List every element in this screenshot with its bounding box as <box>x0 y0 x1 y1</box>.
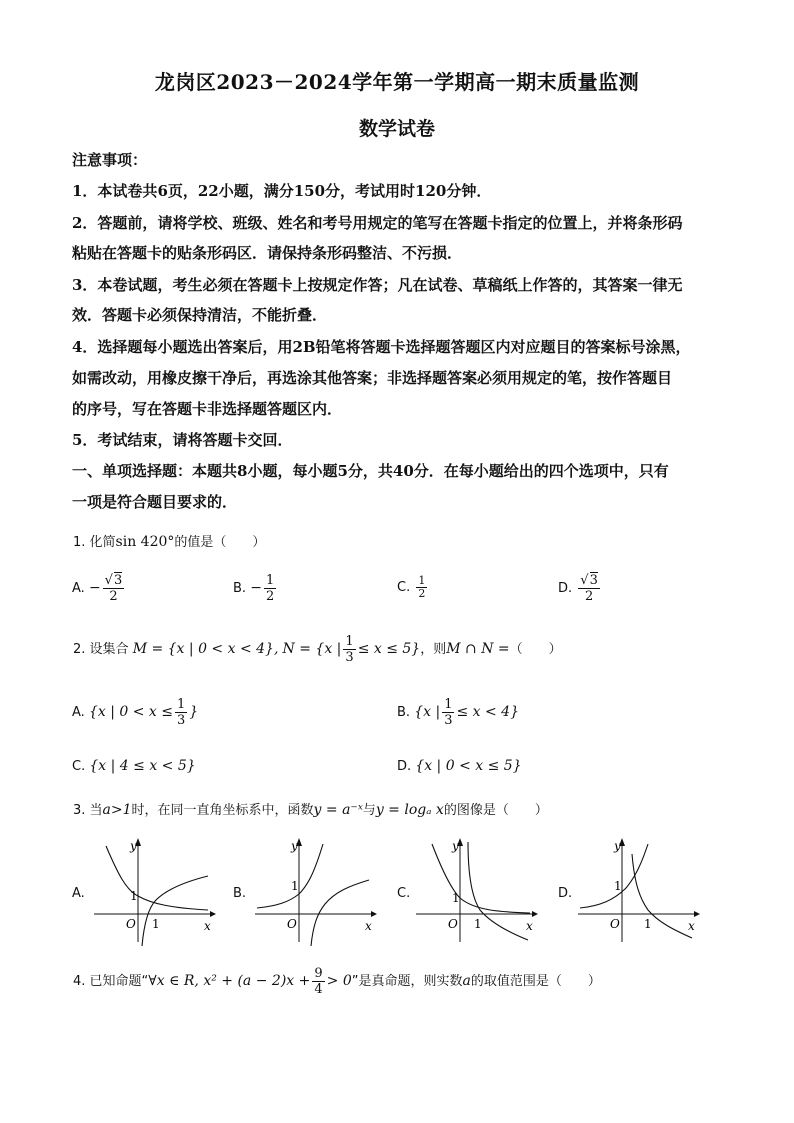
question-4 <box>73 966 601 997</box>
option-label: B. <box>233 581 247 596</box>
graph-label-d[interactable]: D. <box>558 886 573 901</box>
note-line: 5．考试结束，请将答题卡交回． <box>72 431 293 449</box>
fraction: $\frac{√3}{2}$ <box>104 573 123 604</box>
axis-x-label: x <box>688 919 695 933</box>
origin-label: O <box>287 917 297 931</box>
fraction: $\frac{1}{2}$ <box>265 573 275 604</box>
graph-option-c[interactable] <box>414 834 542 946</box>
note-line: 2．答题前，请将学校、班级、姓名和考号用规定的笔写在答题卡指定的位置上，并将条形码 <box>72 214 683 232</box>
graph-label-b[interactable]: B. <box>233 886 247 901</box>
notes-heading: 注意事项： <box>72 151 148 169</box>
question-1 <box>73 533 265 552</box>
option-label: A. <box>72 705 85 720</box>
tick-one-x: 1 <box>474 917 482 931</box>
tick-one-y: 1 <box>614 879 622 893</box>
fraction: $\frac{1}{3}$ <box>176 697 186 728</box>
q2-expr: M ∩ N = <box>446 641 510 657</box>
tick-one-y: 1 <box>130 889 138 903</box>
note-line: 粘贴在答题卡的贴条形码区．请保持条形码整洁、不污损． <box>72 244 463 262</box>
option-label: C. <box>397 580 411 595</box>
note-line: 4．选择题每小题选出答案后，用2B铅笔将答题卡选择题答题区内对应题目的答案标号涂黑， <box>72 338 691 356</box>
set-expr: {x | 4 ≤ x < 5} <box>89 758 196 774</box>
graph-option-d[interactable] <box>576 834 704 946</box>
note-line: 效．答题卡必须保持清洁，不能折叠． <box>72 306 328 324</box>
q3-mid: 时，在同一直角坐标系中，函数 <box>131 803 314 818</box>
q3-function-2: y = logₐ x <box>375 802 444 818</box>
q3-prefix: 3. 当 <box>73 803 103 818</box>
axis-y-label: y <box>614 839 621 853</box>
section-heading-cont: 一项是符合题目要求的． <box>72 493 238 511</box>
q2-set-m: M = {x | 0 < x < 4}, <box>132 641 279 657</box>
tick-one-y: 1 <box>452 891 460 905</box>
option-label: D. <box>558 581 573 596</box>
question-3 <box>73 801 548 820</box>
note-line: 如需改动，用橡皮擦干净后，再选涂其他答案；非选择题答案必须用规定的笔，按作答题目 <box>72 369 673 387</box>
axis-y-label: y <box>291 839 298 853</box>
origin-label: O <box>126 917 136 931</box>
q3-function-1: y = a⁻ˣ <box>313 802 363 818</box>
q4-mid: ”是真命题，则实数 <box>351 974 463 989</box>
fraction: $\frac{1}{2}$ <box>418 574 426 600</box>
option-label: C. <box>72 759 86 774</box>
graph-label-c[interactable]: C. <box>397 886 411 901</box>
q1-prefix: 1. 化简 <box>73 535 116 550</box>
exam-title: 龙岗区2023－2024学年第一学期高一期末质量监测 <box>154 70 640 94</box>
q4-prefix: 4. 已知命题“ <box>73 974 149 989</box>
note-line: 1．本试卷共6页，22小题，满分150分，考试用时120分钟． <box>72 182 492 200</box>
set-left: {x | 0 < x ≤ <box>88 704 173 720</box>
q1-suffix: 的值是（ ） <box>174 535 266 550</box>
axis-y-label: y <box>130 839 137 853</box>
set-right: ≤ x < 4} <box>456 704 519 720</box>
graph-option-a[interactable] <box>92 834 220 946</box>
q2-mid: ，则 <box>420 642 447 657</box>
q1-option-d[interactable] <box>558 573 602 604</box>
fraction: $\frac{1}{3}$ <box>444 697 453 728</box>
fraction: $\frac{1}{3}$ <box>345 634 354 665</box>
note-line: 3．本卷试题，考生必须在答题卡上按规定作答；凡在试卷、草稿纸上作答的，其答案一律无 <box>72 276 683 294</box>
q4-expr-left: ∀x ∈ R, x² + (a − 2)x + <box>148 973 311 989</box>
q4-var: a <box>462 973 471 989</box>
tick-one-x: 1 <box>644 917 652 931</box>
q4-expr-right: > 0 <box>326 973 352 989</box>
sign: − <box>88 580 101 596</box>
option-label: D. <box>397 759 412 774</box>
sign: − <box>250 580 262 596</box>
origin-label: O <box>448 917 458 931</box>
graph-label-a[interactable]: A. <box>72 886 85 901</box>
q2-suffix: （ ） <box>509 642 562 657</box>
fraction: $\frac{√3}{2}$ <box>580 573 598 604</box>
q4-suffix: 的取值范围是（ ） <box>470 974 601 989</box>
q2-option-a[interactable] <box>72 697 198 728</box>
q3-cond: a>1 <box>102 802 132 818</box>
tick-one-x: 1 <box>152 917 160 931</box>
axis-x-label: x <box>526 919 533 933</box>
q1-option-b[interactable] <box>233 573 278 604</box>
axis-x-label: x <box>365 919 372 933</box>
set-left: {x | <box>414 704 441 720</box>
q2-set-n-right: ≤ x ≤ 5} <box>357 641 421 657</box>
q2-option-b[interactable] <box>397 697 519 728</box>
q2-option-d[interactable] <box>397 758 522 774</box>
q2-option-c[interactable] <box>72 758 196 774</box>
exam-subtitle: 数学试卷 <box>358 118 435 140</box>
fraction: $\frac{9}{4}$ <box>314 966 323 997</box>
q1-option-a[interactable] <box>72 573 126 604</box>
q3-suffix: 的图像是（ ） <box>443 803 548 818</box>
note-line: 的序号，写在答题卡非选择题答题区内． <box>72 400 343 418</box>
axis-y-label: y <box>452 839 459 853</box>
q1-option-c[interactable] <box>397 575 429 600</box>
q1-expr: sin 420° <box>115 534 175 550</box>
q2-set-n-left: N = {x | <box>282 641 342 657</box>
option-label: A. <box>72 581 85 596</box>
origin-label: O <box>610 917 620 931</box>
tick-one-y: 1 <box>291 879 299 893</box>
question-2 <box>73 634 562 665</box>
graph-option-b[interactable] <box>253 834 381 946</box>
set-right: } <box>189 704 199 720</box>
q3-and: 与 <box>362 803 376 818</box>
axis-x-label: x <box>204 919 211 933</box>
q2-prefix: 2. 设集合 <box>73 642 129 657</box>
set-expr: {x | 0 < x ≤ 5} <box>415 758 522 774</box>
section-heading: 一、单项选择题：本题共8小题，每小题5分，共40分．在每小题给出的四个选项中，只有 <box>72 462 669 480</box>
option-label: B. <box>397 705 411 720</box>
